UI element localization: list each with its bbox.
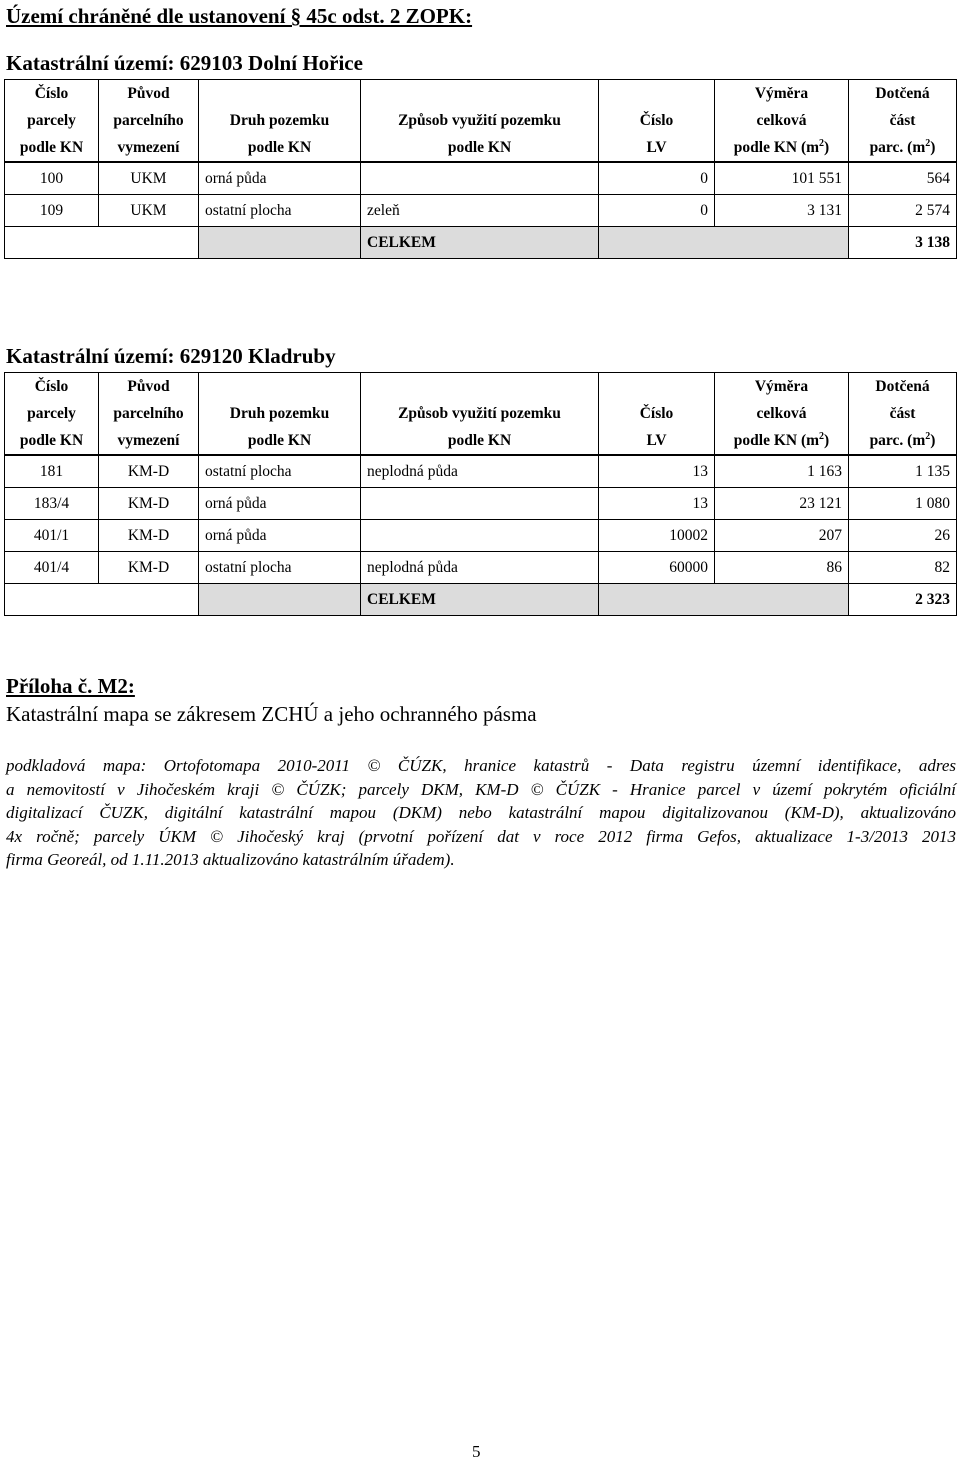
cell-origin: KM-D [99, 488, 199, 520]
attachment-label: Příloha č. M2: [6, 674, 135, 698]
col-header-land-type [199, 373, 361, 401]
table-row [5, 195, 957, 227]
cell-area: 86 [715, 552, 849, 584]
total-label: CELKEM [361, 584, 599, 616]
col-header-affected-part: parc. $(m^2)$ [849, 134, 957, 162]
cell-parcel: 401/1 [5, 520, 99, 552]
col-header-parcel-number: Číslo [5, 80, 99, 108]
cell-area: 101 551 [715, 162, 849, 195]
cell-origin: UKM [99, 162, 199, 195]
cell-affected: 82 [849, 552, 957, 584]
cell-land-type: orná půda [199, 488, 361, 520]
col-header-lv: Číslo [599, 107, 715, 134]
cadastral-area-title: Katastrální území: 629103 Dolní Hořice [6, 51, 363, 75]
total-row [5, 227, 957, 259]
col-header-area: celková [715, 400, 849, 427]
attachment-title: Katastrální mapa se zákresem ZCHÚ a jeho ochranného pásma [6, 702, 537, 726]
col-header-affected-part: část [849, 400, 957, 427]
col-header-lv: LV [599, 427, 715, 455]
cell-parcel: 401/4 [5, 552, 99, 584]
cell-affected: 2 574 [849, 195, 957, 227]
cell-area: 3 131 [715, 195, 849, 227]
cell-origin: KM-D [99, 520, 199, 552]
col-header-origin: Původ [99, 80, 199, 108]
total-shaded-cell [599, 584, 849, 616]
cell-land-use: neplodná půda [361, 455, 599, 488]
note-line: a nemovitostí v Jihočeském kraji © ČÚZK; parcely DKM, KM-D © ČÚZK - Hranice parcel v území pokrytém oficiální [6, 779, 956, 799]
cell-land-use: zeleň [361, 195, 599, 227]
col-header-land-use [361, 80, 599, 108]
cell-area: 23 121 [715, 488, 849, 520]
cell-land-use [361, 488, 599, 520]
col-header-origin: parcelního [99, 400, 199, 427]
col-header-land-use: podle KN [361, 427, 599, 455]
cell-lv: 13 [599, 488, 715, 520]
cell-lv: 60000 [599, 552, 715, 584]
col-header-parcel-number: podle KN [5, 427, 99, 455]
cell-affected: 1 135 [849, 455, 957, 488]
cell-area: 207 [715, 520, 849, 552]
cell-affected: 564 [849, 162, 957, 195]
cell-parcel: 181 [5, 455, 99, 488]
col-header-area: podle KN $(m^2)$ [715, 134, 849, 162]
col-header-parcel-number: Číslo [5, 373, 99, 401]
cell-land-type: ostatní plocha [199, 552, 361, 584]
note-line: digitalizací ČUZK, digitální katastrální mapou (DKM) nebo katastrální mapou digitalizovanou (KM-D), aktualizováno [6, 803, 956, 822]
note-line: firma Georeál, od 1.11.2013 aktualizováno katastrálním úřadem). [6, 850, 455, 869]
cell-affected: 26 [849, 520, 957, 552]
cell-land-use: neplodná půda [361, 552, 599, 584]
page-heading: Území chráněné dle ustanovení § 45c odst. 2 ZOPK: [6, 4, 473, 28]
page-number: 5 [472, 1442, 481, 1461]
table-row [5, 488, 957, 520]
table-row [5, 520, 957, 552]
col-header-parcel-number: podle KN [5, 134, 99, 162]
cell-area: 1 163 [715, 455, 849, 488]
cell-lv: 10002 [599, 520, 715, 552]
col-header-lv: Číslo [599, 400, 715, 427]
cell-land-use [361, 520, 599, 552]
col-header-origin: vymezení [99, 427, 199, 455]
col-header-lv [599, 80, 715, 108]
col-header-land-type: podle KN [199, 134, 361, 162]
cell-lv: 13 [599, 455, 715, 488]
note-line: podkladová mapa: Ortofotomapa 2010-2011 © ČÚZK, hranice katastrů - Data registru územní identifikace, adres [6, 756, 956, 775]
col-header-origin: Původ [99, 373, 199, 401]
col-header-origin: vymezení [99, 134, 199, 162]
col-header-land-type: Druh pozemku [199, 107, 361, 134]
col-header-affected-part: Dotčená [849, 80, 957, 108]
cell-lv: 0 [599, 162, 715, 195]
cell-lv: 0 [599, 195, 715, 227]
total-shaded-cell [199, 584, 361, 616]
col-header-parcel-number: parcely [5, 107, 99, 134]
col-header-area: podle KN $(m^2)$ [715, 427, 849, 455]
col-header-land-use: Způsob využití pozemku [361, 107, 599, 134]
total-shaded-cell [199, 227, 361, 259]
col-header-lv [599, 373, 715, 401]
table-row [5, 455, 957, 488]
col-header-affected-part: část [849, 107, 957, 134]
note-line: 4x ročně; parcely ÚKM © Jihočeský kraj (prvotní pořízení dat v roce 2012 firma Gefos, aktualizace 1-3/2013 2013 [6, 826, 956, 846]
cell-land-type: orná půda [199, 162, 361, 195]
cell-land-use [361, 162, 599, 195]
col-header-parcel-number: parcely [5, 400, 99, 427]
cell-origin: UKM [99, 195, 199, 227]
col-header-affected-part: Dotčená [849, 373, 957, 401]
col-header-land-use [361, 373, 599, 401]
col-header-land-type: podle KN [199, 427, 361, 455]
col-header-origin: parcelního [99, 107, 199, 134]
total-label: CELKEM [361, 227, 599, 259]
total-row [5, 584, 957, 616]
cell-parcel: 183/4 [5, 488, 99, 520]
col-header-area: celková [715, 107, 849, 134]
parcel-table [4, 372, 957, 616]
parcel-table [4, 79, 957, 259]
cell-origin: KM-D [99, 552, 199, 584]
col-header-land-type: Druh pozemku [199, 400, 361, 427]
total-value: 3 138 [849, 227, 957, 259]
table-row [5, 552, 957, 584]
cell-origin: KM-D [99, 455, 199, 488]
cell-land-type: ostatní plocha [199, 455, 361, 488]
total-shaded-cell [599, 227, 849, 259]
total-value: 2 323 [849, 584, 957, 616]
total-empty-cell [5, 227, 199, 259]
cell-affected: 1 080 [849, 488, 957, 520]
col-header-land-use: Způsob využití pozemku [361, 400, 599, 427]
table-row [5, 162, 957, 195]
cell-land-type: orná půda [199, 520, 361, 552]
map-source-note [6, 754, 956, 872]
col-header-affected-part: parc. $(m^2)$ [849, 427, 957, 455]
col-header-area: Výměra [715, 80, 849, 108]
col-header-land-type [199, 80, 361, 108]
col-header-land-use: podle KN [361, 134, 599, 162]
cell-parcel: 109 [5, 195, 99, 227]
cell-land-type: ostatní plocha [199, 195, 361, 227]
col-header-lv: LV [599, 134, 715, 162]
col-header-area: Výměra [715, 373, 849, 401]
total-empty-cell [5, 584, 199, 616]
cadastral-area-title: Katastrální území: 629120 Kladruby [6, 344, 336, 368]
cell-parcel: 100 [5, 162, 99, 195]
